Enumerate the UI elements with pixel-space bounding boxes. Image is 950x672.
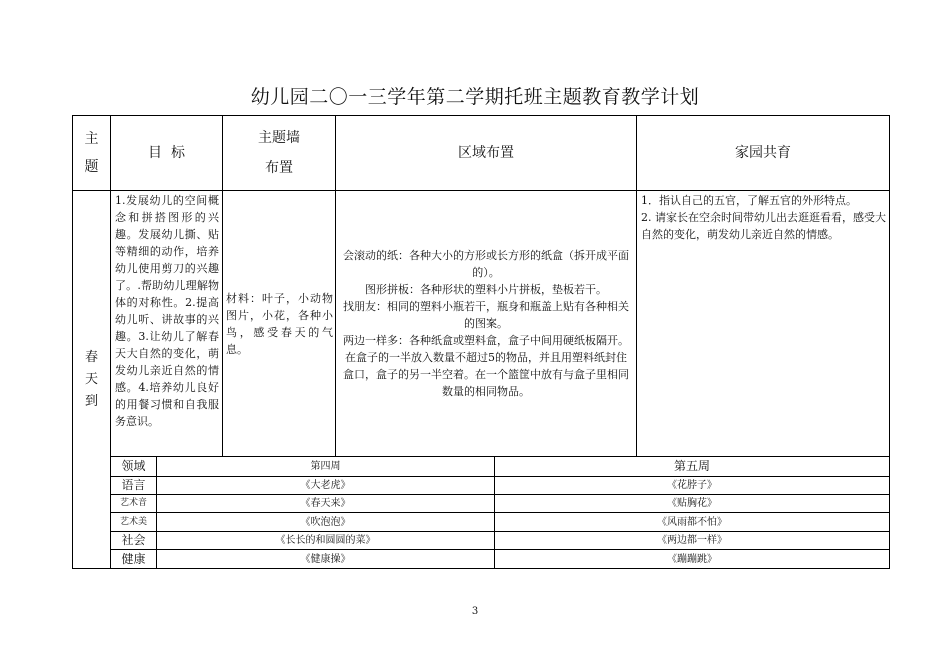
header-wall bbox=[223, 116, 335, 190]
schedule-week5-item bbox=[495, 532, 889, 549]
schedule-domain bbox=[111, 495, 156, 512]
table-border-right bbox=[889, 115, 890, 569]
schedule-header-week5-label: 第五周 bbox=[673, 459, 710, 473]
theme-char: 春 bbox=[84, 349, 98, 365]
schedule-header-week5 bbox=[495, 457, 889, 476]
header-theme-line1: 主 bbox=[84, 131, 99, 147]
area-line: 找朋友：相同的塑料小瓶若干，瓶身和瓶盖上贴有各种相关的图案。 bbox=[343, 300, 629, 330]
header-wall-line2: 布置 bbox=[265, 160, 293, 176]
schedule-week4-text: 《大老虎》 bbox=[300, 480, 351, 491]
schedule-domain bbox=[111, 477, 156, 494]
table-border-bottom bbox=[72, 568, 890, 569]
home-line: 2. 请家长在空余时间带幼儿出去逛逛看看，感受大自然的变化，萌发幼儿亲近自然的情感。 bbox=[641, 211, 886, 241]
schedule-week4-item bbox=[157, 513, 494, 531]
schedule-domain bbox=[111, 550, 156, 568]
home-line: 1．指认自己的五官，了解五官的外形特点。 bbox=[641, 194, 857, 207]
header-home bbox=[637, 116, 889, 190]
area-line: 图形拼板：各种形状的塑料小片拼板，垫板若干。 bbox=[365, 283, 607, 296]
schedule-domain bbox=[111, 513, 156, 531]
schedule-week4-text: 《春天来》 bbox=[300, 498, 351, 509]
schedule-domain-label: 社会 bbox=[121, 533, 146, 547]
schedule-week4-item bbox=[157, 550, 494, 568]
area-cell bbox=[340, 191, 632, 456]
goals-text: 1.发展幼儿的空间概念和拼搭图形的兴趣。发展幼儿撕、贴等精细的动作，培养幼儿使用剪刀的兴趣了。.帮助幼儿理解物体的对称性。2.提高幼儿听、讲故事的兴趣。3.让幼儿了解春天大自然的变化，萌发幼儿亲近自然的情感。4.培养幼儿良好的用餐习惯和自我服务意识。 bbox=[115, 194, 219, 428]
header-goals bbox=[111, 116, 222, 190]
schedule-week5-item bbox=[495, 513, 889, 531]
schedule-week5-item bbox=[495, 550, 889, 568]
page-number: 3 bbox=[471, 606, 479, 617]
wall-cell bbox=[226, 191, 333, 456]
theme-char: 到 bbox=[84, 393, 98, 409]
schedule-header-week4-label: 第四周 bbox=[310, 461, 341, 472]
header-goals-label: 目 标 bbox=[148, 144, 185, 161]
schedule-week4-item bbox=[157, 532, 494, 549]
wall-text: 材料：叶子，小动物图片，小花，各种小鸟，感受春天的气息。 bbox=[226, 291, 333, 356]
header-area-label: 区域布置 bbox=[458, 144, 514, 161]
header-theme-line2: 题 bbox=[84, 159, 99, 175]
header-theme bbox=[73, 116, 110, 190]
schedule-week5-text: 《风雨都不怕》 bbox=[657, 516, 727, 528]
schedule-domain-label: 语言 bbox=[121, 478, 146, 492]
schedule-domain-label: 健康 bbox=[121, 551, 146, 566]
theme-name bbox=[73, 191, 110, 568]
header-area bbox=[336, 116, 636, 190]
page-title: 幼儿园二〇一三学年第二学期托班主题教育教学计划 bbox=[250, 86, 700, 108]
header-wall-line1: 主题墙 bbox=[258, 130, 300, 146]
area-line: 会滚动的纸：各种大小的方形或长方形的纸盒（拆开成平面的）。 bbox=[343, 249, 629, 279]
schedule-week5-text: 《两边都一样》 bbox=[657, 535, 727, 546]
schedule-week5-item bbox=[495, 495, 889, 512]
theme-char: 天 bbox=[84, 371, 98, 387]
schedule-week5-text: 《贴胸花》 bbox=[667, 498, 717, 509]
schedule-domain-label: 艺术美 bbox=[119, 516, 147, 527]
schedule-week5-text: 《蹦蹦跳》 bbox=[667, 553, 717, 565]
schedule-week4-text: 《吹泡泡》 bbox=[300, 516, 351, 528]
schedule-header-domain bbox=[111, 457, 156, 476]
area-line: 两边一样多：各种纸盒或塑料盒，盒子中间用硬纸板隔开。在盒子的一半放入数量不超过5的物品，并且用塑料纸封住盒口，盒子的另一半空着。在一个篮筐中放有与盒子里相同数量的相同物品。 bbox=[343, 334, 629, 398]
schedule-week4-item bbox=[157, 477, 494, 494]
schedule-week4-item bbox=[157, 495, 494, 512]
home-cell bbox=[641, 192, 886, 455]
schedule-domain bbox=[111, 532, 156, 549]
schedule-week4-text: 《长长的和圆圆的菜》 bbox=[275, 535, 376, 546]
schedule-header-week4 bbox=[157, 457, 494, 476]
schedule-week4-text: 《健康操》 bbox=[300, 553, 351, 565]
schedule-week5-text: 《花脖子》 bbox=[667, 480, 717, 491]
schedule-week5-item bbox=[495, 477, 889, 494]
header-home-label: 家园共育 bbox=[735, 144, 791, 161]
schedule-header-domain-label: 领域 bbox=[121, 459, 146, 473]
schedule-domain-label: 艺术音 bbox=[119, 498, 147, 508]
